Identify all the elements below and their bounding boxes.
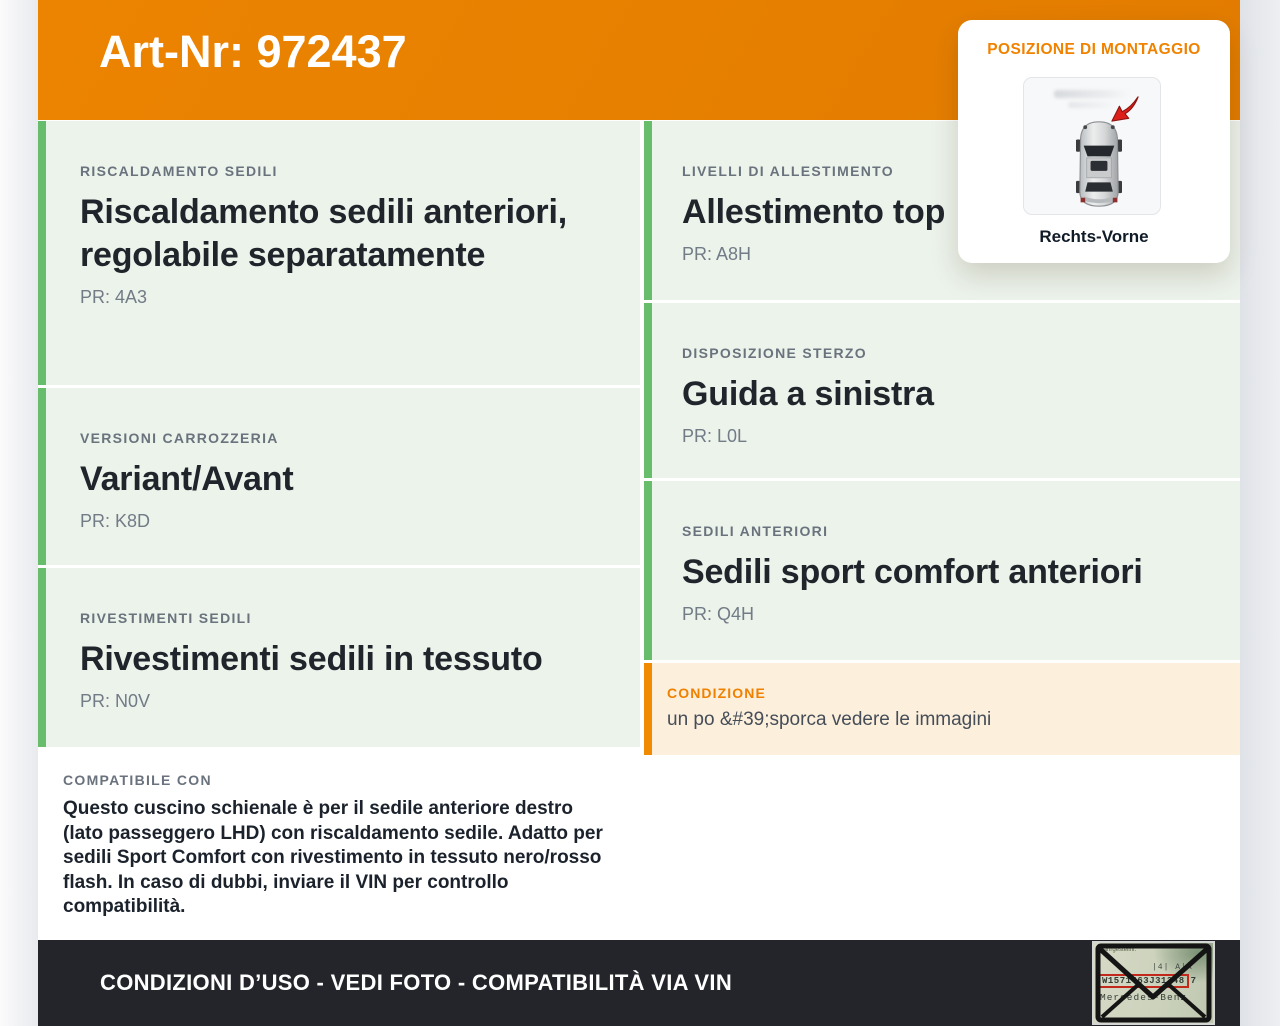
card-compatibile-con [38, 750, 640, 938]
footer-bar [38, 940, 1240, 1026]
left-gutter [0, 0, 38, 1026]
page-title: Art-Nr: 972437 [99, 26, 407, 77]
pr-code: PR: N0V [80, 691, 151, 711]
card-title: Guida a sinistra [682, 375, 934, 413]
card-title: Allestimento top [682, 193, 946, 231]
card-label: CONDIZIONE [667, 685, 766, 701]
card-label: DISPOSIZIONE STERZO [682, 345, 867, 361]
vin-highlight-box: W1571463J31348 [1098, 974, 1189, 988]
pr-code: PR: L0L [682, 426, 748, 446]
card-label: VERSIONI CARROZZERIA [80, 430, 279, 446]
card-title: Variant/Avant [80, 460, 294, 498]
pr-code: PR: Q4H [682, 604, 755, 624]
pr-code: PR: K8D [80, 511, 151, 531]
mounting-title: POSIZIONE DI MONTAGGIO [987, 41, 1201, 58]
compatibility-text: Questo cuscino schienale è per il sedile anteriore destro (lato passeggero LHD) con riscaldamento sedile. Adatto per sedili Sport Comfort con rivestimento in tessuto nero/rosso flash. In caso di dubbi, inviare il VIN per controllo compatibilità. [63, 798, 603, 918]
footer-text: CONDIZIONI D’USO - VEDI FOTO - COMPATIBILITÀ VIA VIN [100, 970, 733, 995]
envelope-outline-icon [1094, 943, 1213, 1023]
card-condizione [644, 663, 1240, 755]
card-riscaldamento-sedili [38, 121, 640, 385]
card-label: LIVELLI DI ALLESTIMENTO [682, 163, 894, 179]
card-title: Sedili sport comfort anteriori [682, 553, 1143, 591]
vin-suffix: 7 [1190, 976, 1197, 986]
card-sedili-anteriori [644, 481, 1240, 660]
doc-line2: Mercedes-Benz [1100, 992, 1188, 1003]
condition-text: un po &#39;sporca vedere le immagini [667, 709, 992, 730]
card-versioni-carrozzeria [38, 388, 640, 565]
faded-watermark [1068, 102, 1116, 108]
pr-code: PR: 4A3 [80, 287, 148, 307]
mounting-position-card [958, 20, 1230, 263]
card-title: Rivestimenti sedili in tessuto [80, 640, 543, 678]
card-title: Riscaldamento sedili anteriori, regolabile separatamente [80, 193, 567, 274]
red-arrow-icon [1110, 95, 1140, 123]
right-gutter [1240, 0, 1280, 1026]
card-label: RIVESTIMENTI SEDILI [80, 610, 252, 626]
card-label: SEDILI ANTERIORI [682, 523, 829, 539]
card-label: COMPATIBILE CON [63, 772, 212, 788]
card-label: RISCALDAMENTO SEDILI [80, 163, 278, 179]
mounting-position-label: Rechts-Vorne [1039, 227, 1149, 246]
doc-label: Fahrgestellnr. [1100, 947, 1137, 953]
envelope-icon [1092, 941, 1215, 1025]
pr-code: PR: A8H [682, 244, 752, 264]
mounting-diagram [1023, 77, 1161, 215]
card-disposizione-sterzo [644, 303, 1240, 478]
doc-line1: |4| A|A [1152, 963, 1193, 972]
card-rivestimenti-sedili [38, 568, 640, 747]
car-top-view-icon [1076, 121, 1122, 207]
